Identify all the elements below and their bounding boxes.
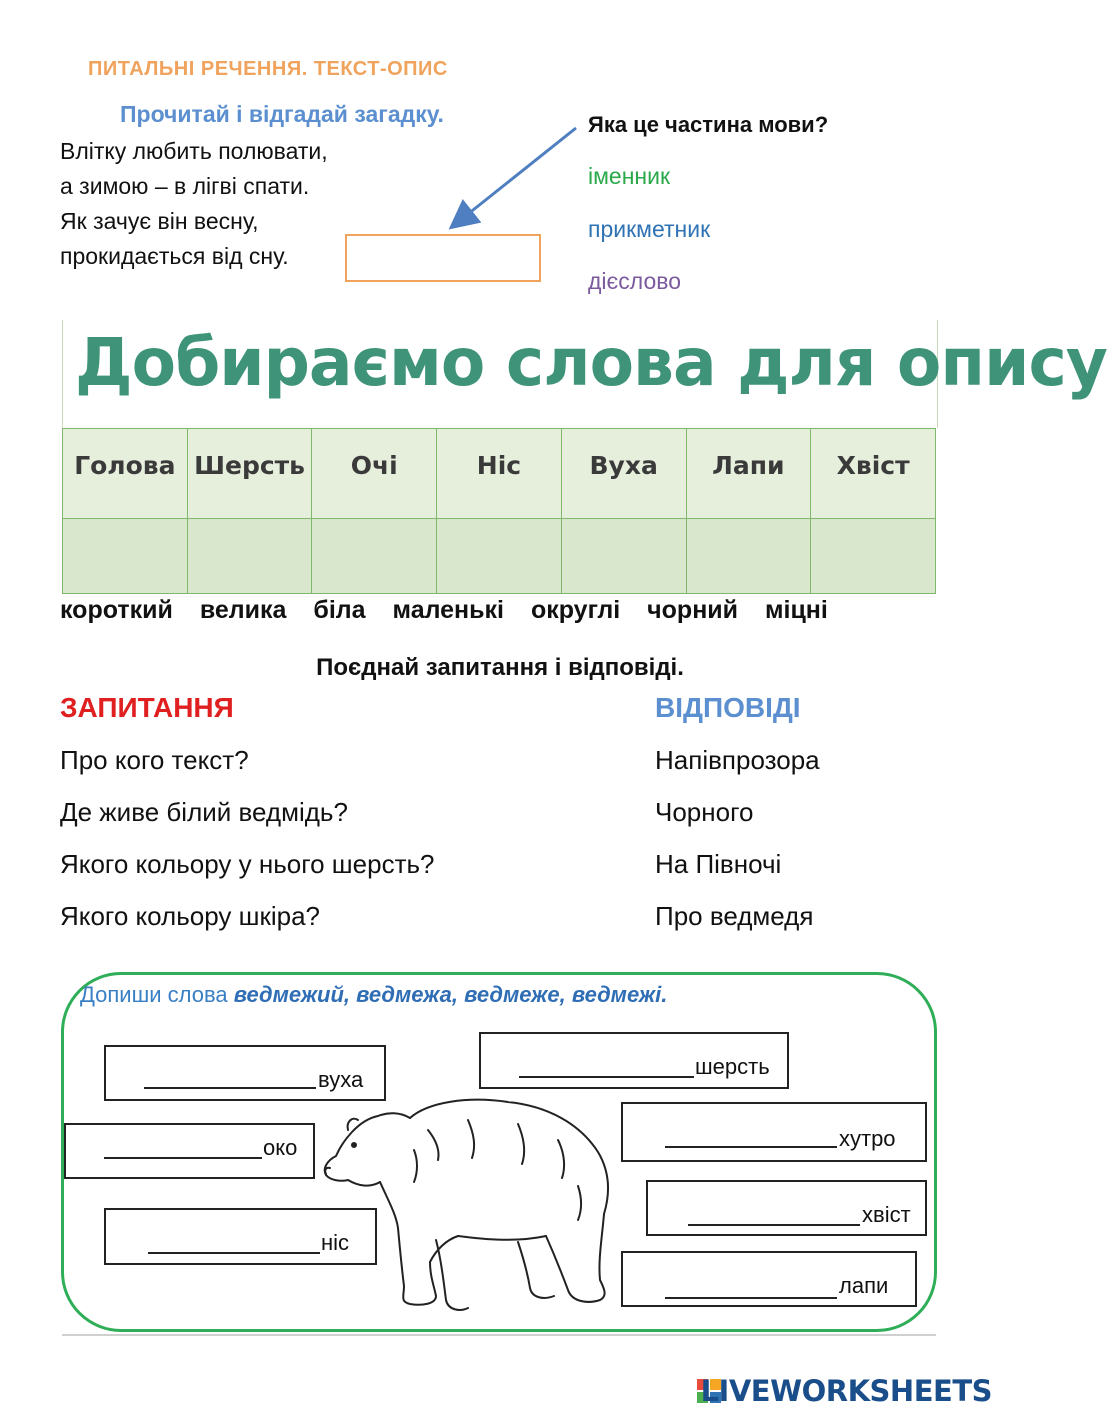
column-header: Лапи	[686, 429, 811, 519]
answer-item[interactable]: На Півночі	[655, 849, 782, 879]
column-header: Ніс	[437, 429, 562, 519]
part-of-speech-question: Яка це частина мови?	[588, 112, 829, 137]
option-noun[interactable]: іменник	[588, 163, 671, 189]
table-cell-input[interactable]	[63, 519, 188, 594]
fill-box-word: хутро	[839, 1126, 896, 1151]
riddle-line-1: Влітку любить полювати,	[60, 138, 328, 164]
table-cell-input[interactable]	[686, 519, 811, 594]
column-header: Шерсть	[187, 429, 312, 519]
table-cell-input[interactable]	[561, 519, 686, 594]
table-cell-input[interactable]	[437, 519, 562, 594]
column-header: Очі	[312, 429, 437, 519]
answer-item[interactable]: Напівпрозора	[655, 745, 820, 775]
fill-box-fur[interactable]	[479, 1032, 789, 1089]
riddle-line-4: прокидається від сну.	[60, 243, 289, 269]
option-verb[interactable]: дієслово	[588, 268, 681, 294]
column-header: Вуха	[561, 429, 686, 519]
word-bank-item[interactable]: біла	[313, 596, 366, 624]
bear-illustration	[318, 1090, 618, 1330]
answer-item[interactable]: Чорного	[655, 797, 754, 827]
word-bank-item[interactable]: міцні	[765, 596, 828, 624]
fill-box-word: лапи	[839, 1273, 889, 1298]
word-bank-item[interactable]: округлі	[530, 596, 621, 624]
questions-title: ЗАПИТАННЯ	[60, 692, 234, 723]
riddle-heading: Прочитай і відгадай загадку.	[120, 101, 444, 127]
description-heading: Добираємо слова для опису	[75, 324, 1107, 401]
fill-box-word: хвіст	[862, 1202, 911, 1227]
riddle-line-2: а зимою – в лігві спати.	[60, 173, 310, 199]
fill-box-pelt[interactable]	[621, 1102, 927, 1162]
table-cell-input[interactable]	[811, 519, 936, 594]
fill-box-paws[interactable]	[621, 1251, 917, 1307]
option-adjective[interactable]: прикметник	[588, 216, 711, 242]
riddle-line-3: Як зачує він весну,	[60, 208, 259, 234]
table-header-row	[63, 429, 936, 519]
word-bank-item[interactable]: маленькі	[392, 596, 504, 624]
arrow-icon	[0, 0, 1000, 300]
liveworksheets-brand[interactable]: LIVEWORKSHEETS	[700, 1374, 992, 1408]
fill-box-word: шерсть	[695, 1054, 770, 1079]
table-row	[63, 519, 936, 594]
matching-instruction: Поєднай запитання і відповіді.	[316, 654, 684, 681]
word-bank-item[interactable]: велика	[199, 596, 287, 624]
fill-box-word: вуха	[318, 1067, 364, 1092]
answers-title: ВІДПОВІДІ	[655, 692, 801, 723]
column-header: Хвіст	[811, 429, 936, 519]
question-item[interactable]: Якого кольору у нього шерсть?	[60, 849, 435, 879]
description-table	[62, 428, 936, 594]
bottom-divider	[62, 1334, 936, 1336]
question-item[interactable]: Про кого текст?	[60, 745, 249, 775]
fill-box-tail[interactable]	[646, 1180, 927, 1236]
question-item[interactable]: Якого кольору шкіра?	[60, 901, 321, 931]
table-cell-input[interactable]	[312, 519, 437, 594]
word-bank-item[interactable]: чорний	[647, 596, 739, 624]
word-bank-item[interactable]: короткий	[60, 596, 173, 624]
answer-item[interactable]: Про ведмедя	[655, 901, 814, 931]
fill-box-eye[interactable]	[64, 1123, 315, 1179]
fill-box-word: ніс	[321, 1230, 350, 1255]
fill-box-word: око	[263, 1135, 298, 1160]
question-item[interactable]: Де живе білий ведмідь?	[60, 797, 348, 827]
column-header: Голова	[63, 429, 188, 519]
table-cell-input[interactable]	[187, 519, 312, 594]
description-heading-panel	[62, 320, 1107, 428]
worksheet-title: ПИТАЛЬНІ РЕЧЕННЯ. ТЕКСТ-ОПИС	[88, 58, 448, 80]
word-bank	[60, 596, 828, 625]
fill-words-instruction: Допиши слова ведмежий, ведмежа, ведмеже, ведмежі.	[80, 982, 668, 1007]
